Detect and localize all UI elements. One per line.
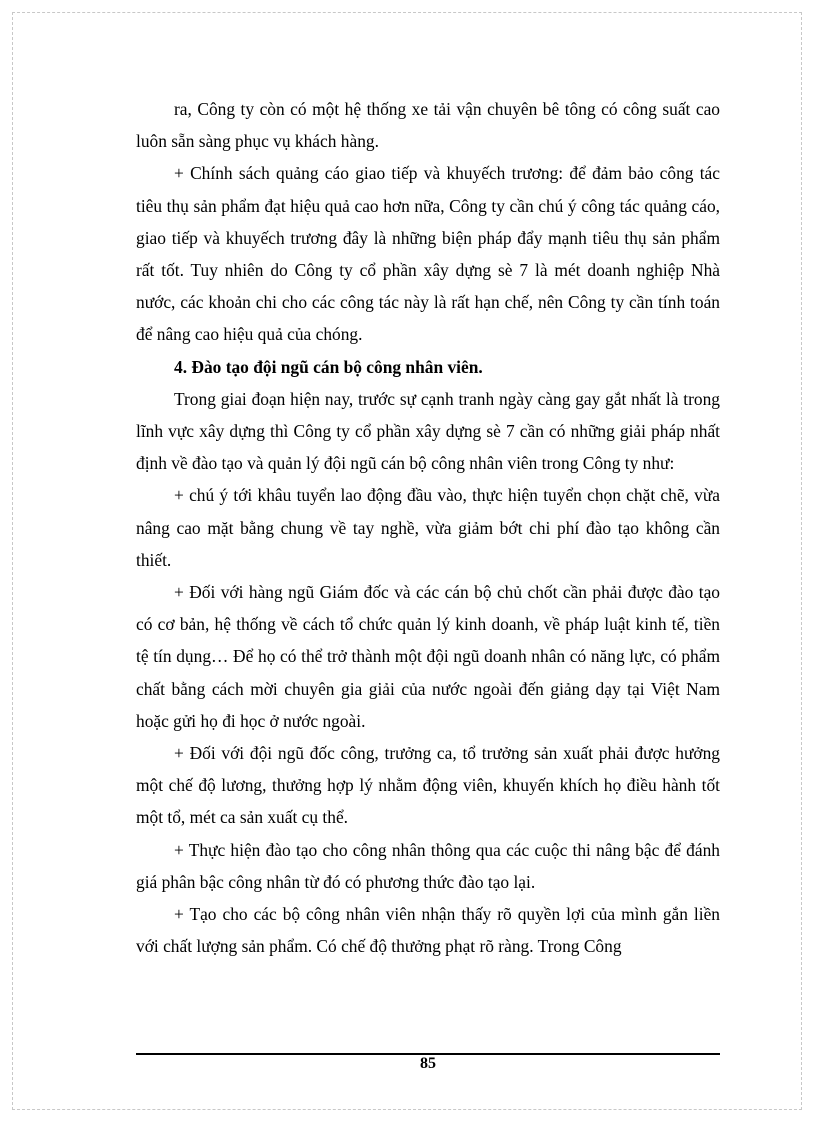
paragraph-worker-training: + Thực hiện đào tạo cho công nhân thông qua các cuộc thi nâng bậc để đánh giá phân bậc công nhân từ đó có phương thức đào tạo lại.	[136, 839, 720, 892]
paragraph-continuation: ra, Công ty còn có một hệ thống xe tải vận chuyên bê tông có công suất cao luôn sẵn sàng phục vụ khách hàng.	[136, 99, 720, 152]
paragraph-advertising-policy: + Chính sách quảng cáo giao tiếp và khuyếch trương: để đảm bảo công tác tiêu thụ sản phẩm đạt hiệu quả cao hơn nữa, Công ty cần chú ý công tác quảng cáo, giao tiếp và khuyếch trương đây là những biện pháp đẩy mạnh tiêu thụ sản phẩm rất tốt. Tuy nhiên do Công ty cổ phần xây dựng sè 7 là mét doanh nghiệp Nhà nước, các khoản chi cho các công tác này là rất hạn chế, nên Công ty cần tính toán để nâng cao hiệu quả của chóng.	[136, 163, 720, 345]
paragraph-recruitment: + chú ý tới khâu tuyển lao động đầu vào, thực hiện tuyển chọn chặt chẽ, vừa nâng cao mặt bằng chung về tay nghề, vừa giảm bớt chi phí đào tạo không cần thiết.	[136, 485, 720, 570]
page-number: 85	[420, 1055, 436, 1072]
paragraph-foremen: + Đối với đội ngũ đốc công, trưởng ca, tổ trưởng sản xuất phải được hưởng một chế độ lương, thưởng hợp lý nhằm động viên, khuyến khích họ điều hành tốt một tổ, mét ca sản xuất cụ thể.	[136, 743, 720, 828]
section-heading: 4. Đào tạo đội ngũ cán bộ công nhân viên.	[174, 356, 483, 377]
paragraph-management-training: + Đối với hàng ngũ Giám đốc và các cán bộ chủ chốt cần phải được đào tạo có cơ bản, hệ thống về cách tổ chức quản lý kinh doanh, về pháp luật kinh tế, tiền tệ tín dụng… Để họ có thể trở thành một đội ngũ doanh nhân có năng lực, có phẩm chất bằng cách mời chuyên gia giải của nước ngoài đến giảng dạy tại Việt Nam hoặc gửi họ đi học ở nước ngoài.	[136, 582, 720, 731]
document-body	[136, 93, 720, 962]
paragraph-benefits: + Tạo cho các bộ công nhân viên nhận thấy rõ quyền lợi của mình gắn liền với chất lượng sản phẩm. Có chế độ thưởng phạt rõ ràng. Trong Công	[136, 904, 720, 957]
paragraph-training-intro: Trong giai đoạn hiện nay, trước sự cạnh tranh ngày càng gay gắt nhất là trong lĩnh vực xây dựng thì Công ty cổ phần xây dựng sè 7 cần có những giải pháp nhất định về đào tạo và quản lý đội ngũ cán bộ công nhân viên trong Công ty như:	[136, 388, 720, 474]
